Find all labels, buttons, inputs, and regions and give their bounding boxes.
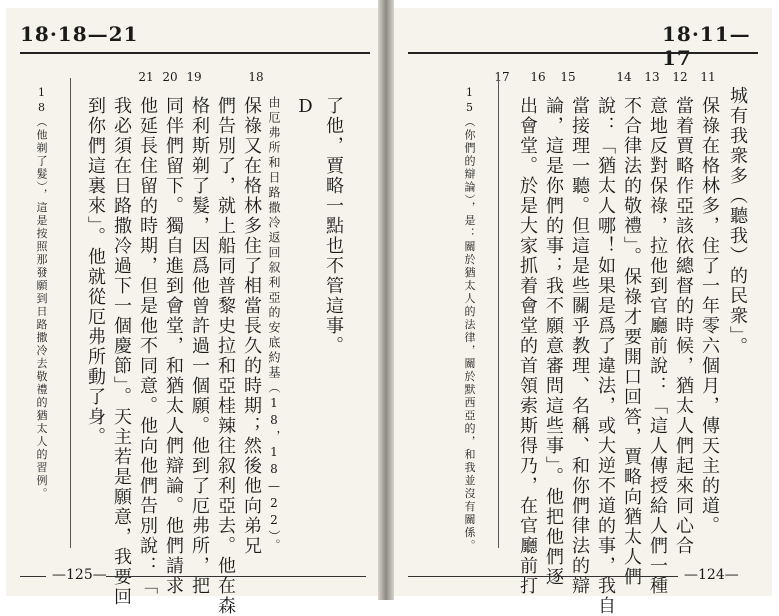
text-column: 我必須在日路撒冷過下一個慶節」。天主若是願意，我要回 xyxy=(111,96,132,607)
text-column: 保祿在格林多，住了一年零六個月，傳天主的道。 xyxy=(699,96,720,536)
text-column: 格利斯剃了髮，因爲他曾許過一個願。他到了厄弗所，把 xyxy=(189,96,210,596)
left-header-rule xyxy=(20,52,370,54)
verse-number: 19 xyxy=(186,70,202,84)
right-page-number: —124— xyxy=(684,567,739,583)
verse-number: 20 xyxy=(162,70,178,84)
verse-number: 15 xyxy=(560,70,576,84)
left-page xyxy=(6,8,378,616)
verse-number: 13 xyxy=(644,70,660,84)
text-column: 意地反對保祿，拉他到官廳前說：「這人傳授給人們一種 xyxy=(647,96,668,596)
footer-rule xyxy=(20,576,46,577)
footnote: 18（他剃了髮），這是按照那發願到日路撒冷去敬禮的猶太人的習例。 xyxy=(35,86,48,501)
footer-rule xyxy=(408,576,678,577)
text-column: 到你們這裏來」。他就從厄弗所動了身。 xyxy=(85,96,106,447)
text-column: 了他，賈略一點也不管這事。 xyxy=(323,96,344,356)
text-column: 他延長住留的時期，但是他不同意。他向他們告別說：「 xyxy=(137,96,158,596)
right-page xyxy=(394,8,772,616)
text-column: 城有我衆多（聽我）的民衆」。 xyxy=(727,86,748,357)
left-page-number: —125— xyxy=(52,567,107,583)
text-column: 同伴們留下。獨自進到會堂，和猶太人們辯論。他們請求 xyxy=(163,96,184,596)
verse-number: 17 xyxy=(494,70,510,84)
text-column: 不合律法的敬禮」。保祿才要開口回答，賈略向猶太人們 xyxy=(621,96,642,587)
text-column: 論，這是你們的事；我不願意審問這些事」。他把他們逐 xyxy=(543,96,564,587)
footer-rule xyxy=(106,576,366,577)
verse-number: 14 xyxy=(616,70,632,84)
footnote-separator xyxy=(70,78,71,548)
verse-number: 11 xyxy=(700,70,716,84)
verse-number: 21 xyxy=(138,70,154,84)
section-letter: D xyxy=(295,96,316,119)
verse-number: 18 xyxy=(248,70,264,84)
left-page-header: 18·18—21 xyxy=(20,22,139,46)
text-column: 說：「猶太人哪！如果是爲了違法，或大逆不道的事，我自 xyxy=(595,96,616,616)
verse-number: 12 xyxy=(672,70,688,84)
footnote-separator xyxy=(498,78,499,548)
section-heading: 由厄弗所和日路撒冷返回叙利亞的安底約基（18，18—22）。 xyxy=(267,96,281,554)
text-column: 當着賈略作亞該依總督的時候，猶太人們起來同心合 xyxy=(673,96,694,556)
footnote: 15（你們的辯論），是：關於猶太人的法律，關於默西亞的，和我並沒有關係。 xyxy=(463,86,476,553)
text-column: 出會堂。於是大家抓着會堂的首領索斯得乃，在官廳前打 xyxy=(517,96,538,596)
right-header-rule xyxy=(408,52,758,54)
text-column: 們告別了，就上船同普黎史拉和亞桂辣往叙利亞去。他在森 xyxy=(215,96,236,616)
text-column: 當接理一聽。但這是些關乎教理、名稱、和你們律法的辯 xyxy=(569,96,590,596)
verse-number: 16 xyxy=(530,70,546,84)
right-page-header: 18·11—17 xyxy=(662,22,751,70)
text-column: 保祿又在格林多住了相當長久的時期；然後他向弟兄 xyxy=(241,96,262,556)
book-gutter xyxy=(378,0,394,600)
